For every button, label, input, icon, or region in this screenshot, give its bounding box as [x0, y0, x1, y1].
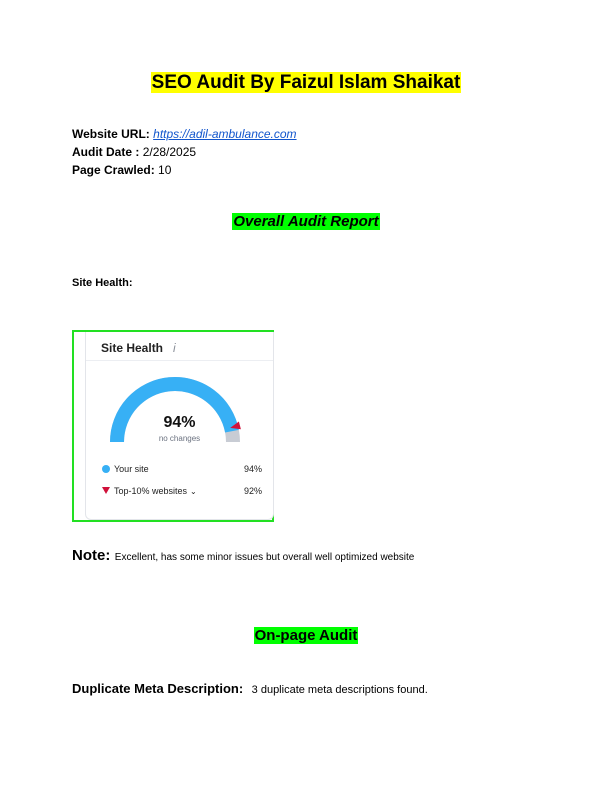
- onpage-heading-wrapper: [0, 627, 612, 645]
- health-percent: 94%: [163, 414, 196, 431]
- site-health-label: Site Health:: [72, 277, 133, 289]
- note-label: Note:: [72, 547, 111, 564]
- pages-crawled-value: 10: [158, 163, 172, 177]
- legend-top10[interactable]: [102, 486, 262, 496]
- overall-report-heading: Overall Audit Report: [233, 213, 379, 230]
- legend-your-site-label: Your site: [114, 464, 149, 474]
- site-health-card: [85, 332, 274, 520]
- chevron-down-icon[interactable]: ⌄: [190, 487, 197, 496]
- card-title: Site Health: [101, 341, 164, 355]
- onpage-heading: On-page Audit: [254, 627, 358, 644]
- duplicate-meta-label: Duplicate Meta Description:: [72, 681, 244, 696]
- legend-your-site-value: 94%: [243, 464, 262, 474]
- pages-crawled-label: Page Crawled:: [72, 163, 155, 177]
- info-icon: i: [173, 341, 176, 355]
- blue-dot-icon: [102, 465, 110, 473]
- note-line: [72, 547, 414, 565]
- audit-date-line: [72, 143, 196, 161]
- legend-top10-value: 92%: [243, 486, 262, 496]
- overall-report-heading-wrapper: [0, 213, 612, 231]
- card-divider: [86, 360, 273, 361]
- document-title-wrapper: [0, 72, 612, 94]
- health-change: no changes: [158, 434, 201, 443]
- red-triangle-icon: [102, 487, 110, 494]
- duplicate-meta-line: [72, 680, 428, 698]
- website-url-line: [72, 125, 297, 143]
- pages-crawled-line: [72, 161, 171, 179]
- legend-top10-label: Top-10% websites: [114, 486, 188, 496]
- duplicate-meta-text: 3 duplicate meta descriptions found.: [251, 684, 428, 696]
- audit-date-value: 2/28/2025: [142, 145, 197, 159]
- audit-date-label: Audit Date :: [72, 145, 140, 159]
- note-text: Excellent, has some minor issues but overall well optimized website: [114, 552, 415, 563]
- site-health-screenshot: [72, 330, 274, 522]
- website-url-label: Website URL:: [72, 127, 150, 141]
- document-title: SEO Audit By Faizul Islam Shaikat: [151, 72, 461, 93]
- legend-your-site: [102, 464, 262, 474]
- website-url-link[interactable]: https://adil-ambulance.com: [153, 127, 297, 141]
